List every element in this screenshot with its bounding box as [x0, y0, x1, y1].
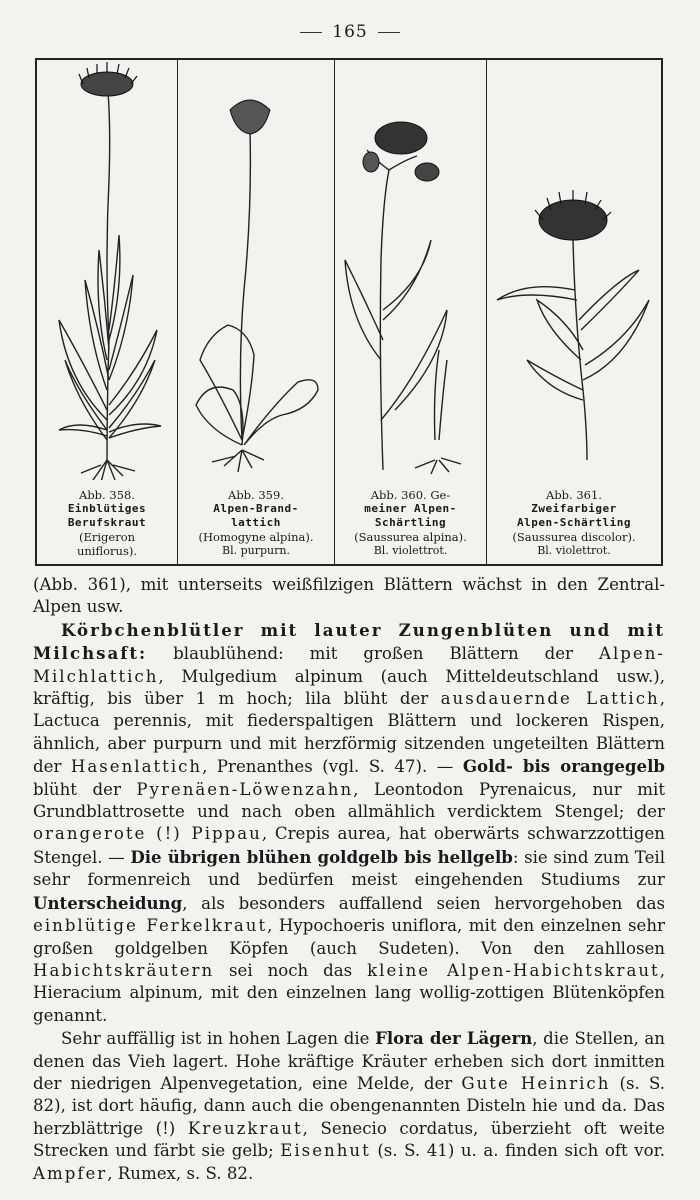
caption-358: Abb. 358. Einblütiges Berufskraut (Erigeron uniflorus).	[67, 488, 147, 558]
body-text	[33, 574, 665, 1185]
page-number-dash-left	[300, 32, 322, 33]
page-number: 165	[0, 22, 700, 42]
figure-359	[178, 60, 335, 564]
caption-360: Abb. 360. Ge- meiner Alpen- Schärtling (Saussurea alpina). Bl. violettrot.	[354, 488, 467, 557]
figure-plate	[35, 58, 663, 566]
caption-361: Abb. 361. Zweifarbiger Alpen-Schärtling (Saussurea discolor). Bl. violettrot.	[512, 488, 636, 557]
erigeron-illustration	[37, 60, 178, 480]
page-number-dash-right	[378, 32, 400, 33]
saussurea-alpina-illustration	[335, 60, 487, 480]
figure-361	[487, 60, 661, 564]
figure-358	[37, 60, 178, 564]
paragraph-3: Sehr auffällig ist in hohen Lagen die Flora der Lägern, die Stellen, an denen das Vieh lagert. Hohe kräftige Kräuter erheben sich dort inmitten der niedrigen Alpenvegetation, eine Melde, der Gute Heinrich (s. S. 82), ist dort häufig, dann auch die obengenannten Disteln hie und da. Das herzblättrige (!) Kreuzkraut, Senecio cordatus, überzieht oft weite Strecken und färbt sie gelb; Eisenhut (s. S. 41) u. a. finden sich oft vor. Ampfer, Rumex, s. S. 82.	[33, 1028, 665, 1183]
paragraph-1: (Abb. 361), mit unterseits weißfilzigen Blättern wächst in den Zentral-Alpen usw.	[33, 575, 665, 617]
homogyne-illustration	[178, 60, 335, 480]
paragraph-2: Körbchenblütler mit lauter Zungenblüten und mit Milchsaft: blaublühend: mit großen Blättern der Alpen-Milchlattich, Mulgedium alpinum (auch Mitteldeutschland usw.), kräftig, bis über 1 m hoch; lila blüht der ausdauernde Lattich, Lactuca perennis, mit fiederspaltigen Blättern und lockeren Rispen, ähnlich, aber purpurn und mit herzförmig sitzenden ungeteilten Blättern der Hasenlattich, Prenanthes (vgl. S. 47). — Gold- bis orangegelb blüht der Pyrenäen-Löwenzahn, Leontodon Pyrenaicus, nur mit Grundblattrosette und nach oben allmählich verdicktem Stengel; der orangerote (!) Pippau, Crepis aurea, hat oberwärts schwarzzottigen Stengel. — Die übrigen blühen goldgelb bis hellgelb: sie sind zum Teil sehr formenreich und bedürfen meist eingehenden Studiums zur Unterscheidung, als besonders auffallend seien hervorgehoben das einblütige Ferkelkraut, Hypochoeris uniflora, mit den einzelnen sehr großen goldgelben Köpfen (auch Sudeten). Von den zahllosen Habichtskräutern sei noch das kleine Alpen-Habichtskraut, Hieracium alpinum, mit den einzelnen lang wollig-zottigen Blütenköpfen genannt.	[33, 619, 666, 1025]
caption-359: Abb. 359. Alpen-Brand- lattich (Homogyne alpina). Bl. purpurn.	[198, 488, 314, 557]
figure-360	[335, 60, 487, 564]
saussurea-discolor-illustration	[487, 60, 661, 480]
